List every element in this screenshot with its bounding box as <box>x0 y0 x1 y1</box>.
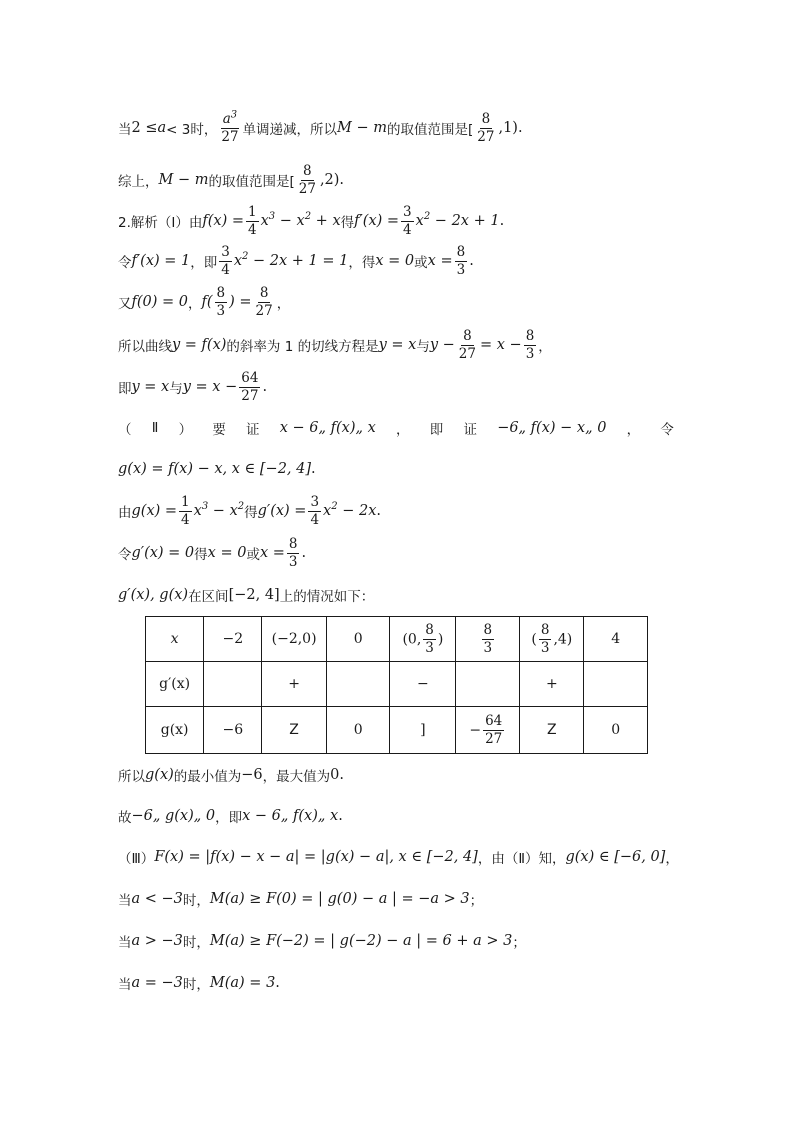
math: g′(x), g(x) <box>118 587 189 603</box>
text: （ <box>118 422 132 438</box>
text: ， <box>538 339 552 355</box>
table-cell: (−2,0) <box>262 617 327 662</box>
math: . <box>469 253 474 269</box>
text: 要 <box>212 422 226 438</box>
text: 令 <box>118 547 132 563</box>
text: 与 <box>169 381 183 397</box>
frac-den: 4 <box>403 221 412 238</box>
text: ，最大值为 <box>262 769 331 785</box>
table-row <box>146 617 648 662</box>
math: g(x) <box>145 767 174 783</box>
frac-num: 8 <box>463 327 472 344</box>
table-cell: g′(x) <box>146 662 204 707</box>
math: . <box>275 975 280 991</box>
text: 即 <box>429 422 444 438</box>
table-cell: + <box>520 662 584 707</box>
line-9 <box>118 452 316 486</box>
frac-num: 8 <box>525 327 535 344</box>
table-cell <box>204 662 262 707</box>
line-4 <box>118 242 474 280</box>
text: 当 <box>118 977 132 993</box>
line-12 <box>118 578 374 612</box>
math: a < −3 <box>131 891 183 907</box>
math: y − <box>429 337 455 353</box>
fraction <box>254 286 275 319</box>
math: . <box>311 461 316 477</box>
line-17 <box>118 924 526 958</box>
math: −6„ f(x) − x„ 0 <box>497 420 607 436</box>
table-cell: −2 <box>204 617 262 662</box>
frac-num: 8 <box>288 535 298 552</box>
table-cell: Z <box>520 707 584 754</box>
math: 0 <box>330 767 340 783</box>
text: 在区间 <box>188 589 229 605</box>
table-cell: g(x) <box>146 707 204 754</box>
table-cell: 0 <box>584 707 648 754</box>
math: g′(x) = <box>257 503 307 519</box>
table-cell: x <box>146 617 204 662</box>
math: $x^3 - x^2$ <box>193 501 245 519</box>
math: y = x <box>131 379 170 395</box>
text: 所以曲线 <box>118 339 172 355</box>
text: 证 <box>246 422 260 438</box>
math: $x^2 - 2x + 1 = 1$ <box>233 251 349 269</box>
fraction <box>455 245 468 278</box>
frac-den: 3 <box>525 345 535 362</box>
line-11 <box>118 534 306 572</box>
fraction <box>239 371 260 404</box>
frac-num: 3 <box>310 493 320 510</box>
text: 证 <box>463 422 477 438</box>
text: 得 <box>244 505 258 521</box>
math: $x^3 - x^2 + x$ <box>260 211 341 229</box>
table-cell: Z <box>262 707 327 754</box>
text: 所以 <box>118 769 145 785</box>
frac-num: 1 <box>248 203 257 220</box>
math: < 3时， <box>166 122 218 138</box>
math: ,2). <box>319 172 345 188</box>
math: $x^2 - 2x + 1$ <box>415 211 500 229</box>
line-15 <box>118 840 679 874</box>
math: . <box>376 503 381 519</box>
fraction <box>524 329 537 362</box>
table-cell: ] <box>390 707 456 754</box>
math: a = −3 <box>131 975 183 991</box>
text: 由 <box>118 505 132 521</box>
math: ) = <box>229 294 252 310</box>
line-2 <box>118 160 344 200</box>
math: . <box>499 213 505 229</box>
math: x − 6„ f(x)„ x <box>279 420 376 436</box>
math: x = 0 <box>375 253 415 269</box>
line-18 <box>118 966 280 1000</box>
table-row <box>146 707 648 754</box>
math: f( <box>201 294 213 310</box>
math: x − 6„ f(x)„ x <box>242 808 339 824</box>
math: a > −3 <box>131 933 183 949</box>
frac-num: 8 <box>216 284 226 301</box>
text: 当 <box>118 893 132 909</box>
line-13 <box>118 758 344 792</box>
text: 当 <box>118 935 132 951</box>
text: （Ⅲ） <box>118 851 155 867</box>
frac-num: 8 <box>303 162 312 179</box>
table-cell <box>584 662 648 707</box>
table-cell: (0, $\frac{8}{3}$ ) <box>390 617 456 662</box>
math: $x^2 - 2x$ <box>323 501 377 519</box>
math: y = x − <box>182 379 238 395</box>
frac-den: 4 <box>221 261 230 278</box>
text: 故 <box>118 810 132 826</box>
table-cell: 0 <box>326 707 390 754</box>
frac-num: 8 <box>259 284 269 301</box>
math: −6 <box>241 767 263 783</box>
table-cell: $\frac{8}{3}$ <box>456 617 520 662</box>
frac-den: 4 <box>248 221 257 238</box>
math: a <box>157 120 167 136</box>
text: 上的情况如下： <box>279 589 375 605</box>
text: 的取值范围是[ <box>208 174 295 190</box>
frac-num-exp: 3 <box>230 109 238 121</box>
line-6 <box>118 326 552 364</box>
text: 综上， <box>118 174 159 190</box>
frac-den: 4 <box>310 511 320 528</box>
text: 或 <box>246 547 260 563</box>
math: = x − <box>479 337 522 353</box>
frac-den: 3 <box>288 553 298 570</box>
text: 的最小值为 <box>173 769 242 785</box>
sign-table <box>145 616 648 754</box>
frac-num: a <box>222 110 231 127</box>
frac-num: 8 <box>481 110 491 127</box>
fraction <box>179 495 192 528</box>
table-cell: 0 <box>326 617 390 662</box>
frac-num: 3 <box>403 203 412 220</box>
line-14 <box>118 799 343 833</box>
frac-num: 64 <box>241 369 259 386</box>
table-cell: − $\frac{64}{27}$ <box>456 707 520 754</box>
text: ） <box>178 422 193 438</box>
line-10 <box>118 492 381 530</box>
text: 即 <box>118 381 132 397</box>
table-cell <box>326 662 390 707</box>
frac-num: 8 <box>456 243 466 260</box>
text: ， <box>396 422 410 438</box>
line-16 <box>118 882 483 916</box>
text: 的斜率为 1 的切线方程是 <box>226 339 379 355</box>
text: ； <box>469 893 484 909</box>
fraction <box>308 495 321 528</box>
table-cell: − <box>390 662 456 707</box>
text: Ⅱ <box>151 420 159 436</box>
text: 令 <box>118 255 132 271</box>
line-7 <box>118 368 267 406</box>
math: 2 ≤ <box>131 120 158 136</box>
math: f(0) = 0 <box>131 294 188 310</box>
fraction <box>297 164 318 197</box>
math: M(a) ≥ F(−2) = | g(−2) − a | = 6 + a > 3 <box>209 933 513 949</box>
text: ，得 <box>348 255 376 271</box>
fraction <box>401 205 414 238</box>
line-8 <box>118 411 674 445</box>
math: x = 0 <box>207 545 247 561</box>
math: M(a) ≥ F(0) = | g(0) − a | = −a > 3 <box>209 891 470 907</box>
text: ， <box>626 422 641 438</box>
text: 时， <box>182 893 210 909</box>
math: x = <box>259 545 285 561</box>
table-cell: −6 <box>204 707 262 754</box>
frac-den: 27 <box>477 128 495 145</box>
fraction <box>246 205 259 238</box>
math: ,1). <box>498 120 523 136</box>
math: [−2, 4] <box>228 587 280 603</box>
fraction <box>215 286 228 319</box>
text: ，由（Ⅱ）知， <box>477 851 566 867</box>
math: f′(x) = 1 <box>131 253 191 269</box>
math: −6„ g(x)„ 0 <box>131 808 216 824</box>
math: g(x) = <box>131 503 178 519</box>
frac-den: 27 <box>298 180 316 197</box>
math: y = x <box>378 337 417 353</box>
text: ，即 <box>215 810 243 826</box>
text: 的取值范围是[ <box>387 122 474 138</box>
text: 又 <box>118 296 132 312</box>
table-cell <box>456 662 520 707</box>
line-3 <box>118 202 504 240</box>
math: y = f(x) <box>172 337 227 353</box>
frac-den: 3 <box>456 261 466 278</box>
text: 2.解析（Ⅰ）由 <box>118 215 203 231</box>
fraction <box>219 245 232 278</box>
frac-den: 27 <box>255 302 273 319</box>
table-cell: 4 <box>584 617 648 662</box>
math: M − m <box>158 172 209 188</box>
fraction <box>475 112 496 145</box>
text: ， <box>188 296 202 312</box>
fraction <box>219 109 240 145</box>
text: 或 <box>414 255 428 271</box>
frac-num: 3 <box>221 243 230 260</box>
table-row <box>146 662 648 707</box>
text: 单调递减，所以 <box>242 122 338 138</box>
text: ，即 <box>190 255 218 271</box>
frac-num: 1 <box>181 493 190 510</box>
math: F(x) = |f(x) − x − a| = |g(x) − a|, x ∈ [−2, 4] <box>154 849 478 865</box>
frac-den: 27 <box>458 345 476 362</box>
math: g′(x) = 0 <box>131 545 195 561</box>
frac-den: 4 <box>181 511 190 528</box>
text: 当 <box>118 122 132 138</box>
math: f′(x) = <box>354 213 400 229</box>
text: 得 <box>194 547 208 563</box>
fraction <box>287 537 300 570</box>
math: . <box>301 545 307 561</box>
text: ， <box>276 296 291 312</box>
math: g(x) = f(x) − x, x ∈ [−2, 4] <box>118 461 312 477</box>
fraction <box>457 329 478 362</box>
text: 时， <box>182 935 210 951</box>
math: f(x) = <box>202 213 244 229</box>
math: x = <box>427 253 453 269</box>
text: 与 <box>416 339 430 355</box>
table-cell: ( $\frac{8}{3}$ ,4) <box>520 617 584 662</box>
line-1 <box>118 108 523 148</box>
frac-den: 27 <box>221 128 239 145</box>
line-5 <box>118 283 290 321</box>
math: . <box>262 379 268 395</box>
math: M(a) = 3 <box>209 975 276 991</box>
text: 时， <box>182 977 210 993</box>
math: g(x) ∈ [−6, 0] <box>565 849 666 865</box>
math: . <box>338 808 343 824</box>
math: . <box>339 767 344 783</box>
frac-den: 3 <box>216 302 226 319</box>
math: M − m <box>337 120 387 136</box>
table-cell: + <box>262 662 327 707</box>
frac-den: 27 <box>241 387 259 404</box>
text: 令 <box>660 422 674 438</box>
text: ； <box>512 935 526 951</box>
text: ， <box>665 851 679 867</box>
text: 得 <box>340 215 355 231</box>
